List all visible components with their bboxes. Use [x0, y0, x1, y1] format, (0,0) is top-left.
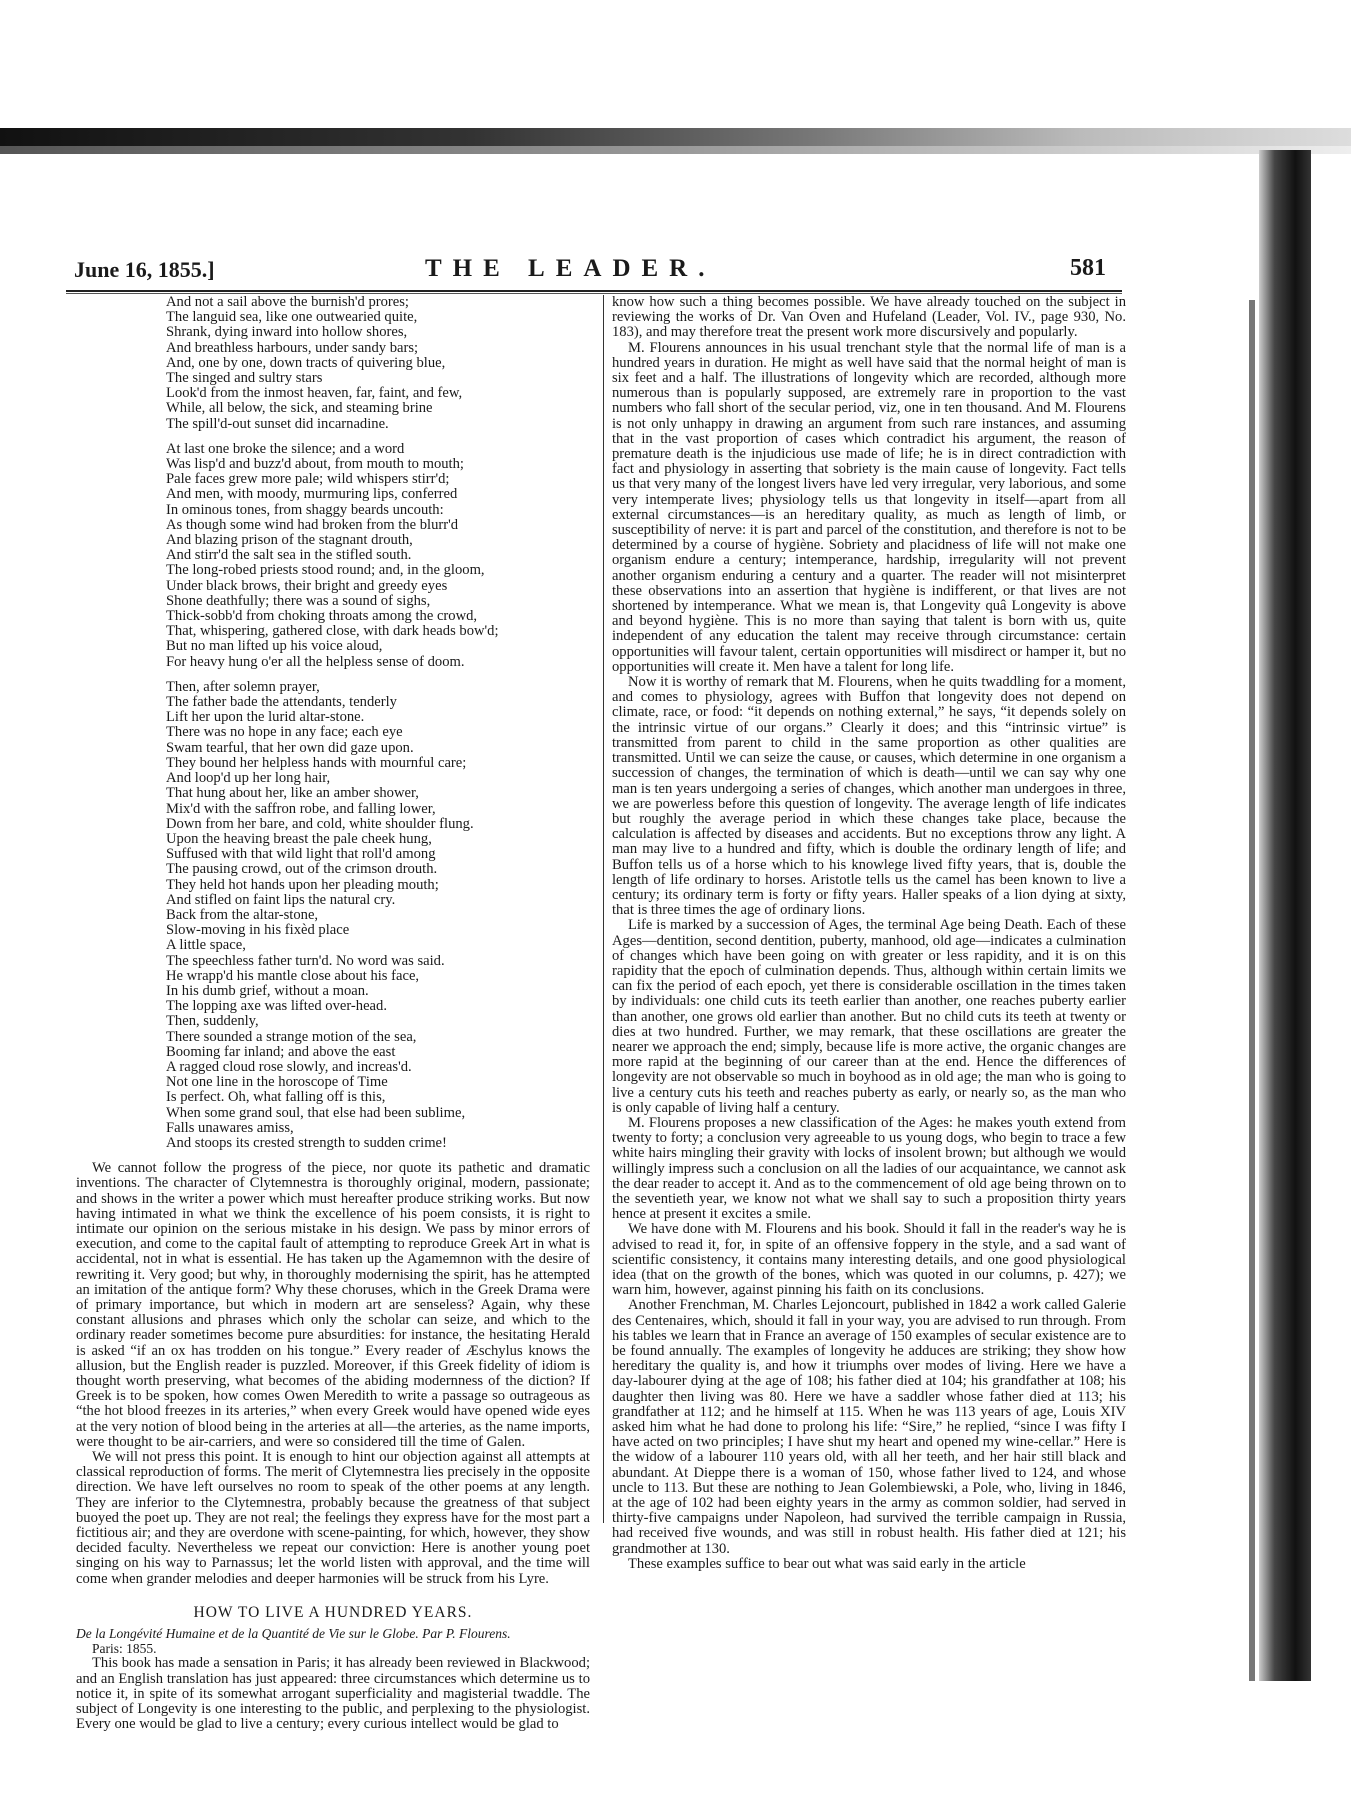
poem-line: Not one line in the horoscope of Time: [166, 1074, 388, 1091]
poem-line: Is perfect. Oh, what falling off is this,: [166, 1089, 386, 1106]
poem-line: Booming far inland; and above the east: [166, 1043, 396, 1060]
article-title: HOW TO LIVE A HUNDRED YEARS.: [193, 1603, 473, 1621]
poem-line: A little space,: [166, 937, 246, 954]
poem-line: Upon the heaving breast the pale cheek hung,: [166, 830, 432, 847]
poem-line: Lift her upon the lurid altar-stone.: [166, 709, 365, 726]
poem-stanza: [166, 295, 590, 432]
poem-stanza: [166, 680, 590, 1151]
poem: [166, 295, 590, 1151]
poem-line: They bound her helpless hands with mournful care;: [166, 754, 467, 771]
poem-line: Thick-sobb'd from choking throats among the crowd,: [166, 608, 478, 625]
poem-line: And stirr'd the salt sea in the stifled south.: [166, 547, 412, 564]
page-header: [70, 253, 1118, 287]
poem-line: Mix'd with the saffron robe, and falling lower,: [166, 800, 436, 817]
poem-line: The pausing crowd, out of the crimson drouth.: [166, 861, 438, 878]
poem-line: While, all below, the sick, and steaming brine: [166, 400, 433, 417]
masthead-title: THE LEADER.: [425, 255, 716, 282]
paragraph: Another Frenchman, M. Charles Lejoncourt, published in 1842 a work called Galerie des Centenaires, which, should it fall in your way, you are advised to run through. From his tables we learn that in France an average of 150 examples of secular existence are to be found annually. The examples of longevity he adduces are striking; they show how hereditary the quality is, and how it triumphs over modes of living. Here we have a day-labourer dying at the age of 108; his father died at 104; his grandfather at 108; his daughter then living was 80. Here we have a saddler whose father died at 113; his grandfather at 112; and he himself at 115. When he was 113 years of age, Louis XIV asked him what he had done to prolong his life: “Sire,” he replied, “since I was fifty I have acted on two principles; I have shut my heart and opened my wine-cellar.” Here is the widow of a labourer 110 years old, with all her teeth, and her hair still black and abundant. At Dieppe there is a woman of 150, whose father lived to 124, and whose uncle to 113. But these are nothing to Jean Golembiewski, a Pole, who, living in 1846, at the age of 102 had been eighty years in the army as common soldier, had served in thirty-five campaigns under Napoleon, had survived the terrible campaign in Russia, had received five wounds, and was still in robust health. His father died at 121; his grandmother at 130.: [612, 1297, 1126, 1557]
paragraph: These examples suffice to bear out what was said early in the article: [628, 1555, 1026, 1572]
poem-line: Was lisp'd and buzz'd about, from mouth to mouth;: [166, 456, 464, 473]
poem-line: Suffused with that wild light that roll'd among: [166, 846, 436, 863]
poem-line: And stoops its crested strength to sudden crime!: [166, 1134, 447, 1151]
paragraph: We cannot follow the progress of the piece, nor quote its pathetic and dramatic inventions. The character of Clytemnestra is thoroughly original, modern, passionate; and shows in the writer a power which must hereafter produce striking works. But now having intimated in what we think the excellence of his poem consists, it is right to intimate our opinion on the serious mistake in his design. We pass by minor errors of execution, and come to the capital fault of attempting to reproduce Greek Art in what is accidental, not in what is essential. He has taken up the Agamemnon with the desire of rewriting it. Very good; but why, in thoroughly modernising the spirit, has he attempted an imitation of the antique form? Why these choruses, which in the Greek Drama were of primary importance, but which in modern art are senseless? Again, why these constant allusions and phrases which only the scholar can seize, and which to the ordinary reader sometimes become pure absurdities: for instance, the hesitating Herald is asked “if an ox has trodden on his tongue.” Every reader of Æschylus knows the allusion, but the English reader is puzzled. Moreover, if this Greek fidelity of idiom is thought worth preserving, what becomes of the abiding modernness of the diction? If Greek is to be spoken, how comes Owen Meredith to write a passage so outrageous as “the hot blood freezes in its arteries,” when every Greek would have opened wide eyes at the very notion of blood being in the arteries at all—the arteries, as the name imports, were thought to be air-carriers, and were so considered till the time of Galen.: [76, 1160, 590, 1450]
article-meta: [76, 1626, 590, 1732]
poem-line: Down from her bare, and cold, white shoulder flung.: [166, 815, 474, 832]
scan-artifact-right-edge: [1259, 150, 1311, 1681]
poem-line: As though some wind had broken from the blurr'd: [166, 516, 459, 533]
poem-line: When some grand soul, that else had been sublime,: [166, 1104, 466, 1121]
paragraph: We have done with M. Flourens and his book. Should it fall in the reader's way he is advised to read it, for, in spite of an offensive foppery in the style, and a sad want of scientific consistency, it contains many interesting details, and one good physiological idea (that on the growth of the bones, which was quoted in our columns, p. 427); we warn him, however, against pinning his faith on its conclusions.: [612, 1221, 1126, 1299]
poem-line: They held hot hands upon her pleading mouth;: [166, 876, 439, 893]
poem-line: He wrapp'd his mantle close about his face,: [166, 967, 420, 984]
article-intro: This book has made a sensation in Paris; it has already been reviewed in Blackwood; and an English translation has just appeared: three circumstances which determine us to notice it, in spite of its somewhat arrogant superficiality and magisterial twaddle. The subject of Longevity is one interesting to the public, and perplexing to the physiologist. Every one would be glad to live a century; every curious intellect would be glad to: [76, 1655, 590, 1733]
poem-line: And not a sail above the burnish'd prores;: [166, 294, 409, 310]
poem-line: And blazing prison of the stagnant drouth,: [166, 532, 413, 549]
left-column: [76, 295, 590, 1732]
poem-line: There sounded a strange motion of the sea,: [166, 1028, 417, 1045]
poem-line: The father bade the attendants, tenderly: [166, 694, 397, 711]
paragraph: We will not press this point. It is enough to hint our objection against all attempts at classical reproduction of forms. The merit of Clytemnestra lies precisely in the opposite direction. We have left ourselves no room to speak of the other poems at any length. They are inferior to the Clytemnestra, probably because the greatness of that subject buoyed the poet up. They are not real; the feelings they express have for the most part a fictitious air; and they are overdone with scene-painting, for which, however, they show decided faculty. Nevertheless we repeat our conviction: Here is another young poet singing on his way to Parnassus; let the world listen with approval, and the time will come when grander melodies and deeper harmonies will be struck from his Lyre.: [76, 1449, 590, 1587]
paragraph: Life is marked by a succession of Ages, the terminal Age being Death. Each of these Ages—dentition, second dentition, puberty, manhood, old age—indicates a culmination of changes which have been going on with greater or less rapidity, and it is on this rapidity that the epoch of culmination depends. Thus, although within certain limits we can fix the period of each epoch, yet there is considerable oscillation in the times taken by individuals: one child cuts its teeth earlier than another, one reaches puberty earlier than another, one grows old earlier than another. But no child cuts its teeth at twenty or dies at two hundred. Further, we may remark, that these oscillations are greater the nearer we approach the end; simply, because life is more active, the organic changes are more rapid at the beginning of our career than at the end. Hence the differences of longevity are not observable so much in boyhood as in old age; the man who is going to live a century cuts his teeth and reaches puberty as early, or nearly so, as the man who is only capable of living half a century.: [612, 917, 1126, 1116]
scan-artifact-top: [0, 128, 1351, 146]
poem-line: Swam tearful, that her own did gaze upon.: [166, 739, 414, 756]
paragraph: M. Flourens proposes a new classification of the Ages: he makes youth extend from twenty to forty; a conclusion very agreeable to us young dogs, who begin to trace a few white hairs mingling their gravity with locks of insolent brown; but although we would willingly impress such a conclusion on all the ladies of our acquaintance, we cannot ask the dear reader to accept it. And as to the commencement of old age being thrown on to the seventieth year, we know not what we shall say to such a proposition thirty years hence at present it excites a smile.: [612, 1114, 1126, 1223]
poem-line: And, one by one, down tracts of quivering blue,: [166, 354, 446, 371]
scan-artifact-right-line: [1249, 300, 1255, 1681]
poem-line: The lopping axe was lifted over-head.: [166, 998, 387, 1015]
paragraph: M. Flourens announces in his usual trenchant style that the normal life of man is a hundred years in duration. He might as well have said that the normal height of man is six feet and a half. The illustrations of longevity which are recorded, although more numerous than is popularly supposed, are extremely rare in proportion to the vast numbers who fall short of the secular period, viz, one in ten thousand. And M. Flourens is not only unhappy in drawing an argument from such rare instances, and assuming that in the vast proportion of cases which contradict his argument, the reason of premature death is the injudicious use made of life; he is in direct contradiction with fact and physiology in asserting that sobriety is the main cause of longevity. Fact tells us that very many of the longest livers have led very irregular, very laborious, and some very intemperate lives; physiology tells us that longevity in itself—apart from all external circumstances—is an hereditary quality, as much as length of limb, or susceptibility of nerve: it is part and parcel of the constitution, and therefore is not to be determined by a course of hygiène. Sobriety and placidness of life will not make one organism endure a century; intemperance, hardship, irregularity will not prevent another organism enduring a century and a quarter. The reader will not misinterpret these observations into an assertion that hygiène is indifferent, or that lives are not shortened by intemperance. What we mean is, that Longevity quâ Longevity is above and beyond hygiène. This is no more than saying that talent is born with us, quite independent of any education the talent may receive through circumstance: certain opportunities will favour talent, certain opportunities will misdirect or hamper it, but no opportunities will create it. Men have a talent for long life.: [612, 339, 1126, 675]
poem-line: And breathless harbours, under sandy bars;: [166, 339, 419, 356]
poem-line: The spill'd-out sunset did incarnadine.: [166, 415, 389, 432]
poem-line: Pale faces grew more pale; wild whispers stirr'd;: [166, 471, 450, 488]
poem-line: Shone deathfully; there was a sound of sighs,: [166, 592, 431, 609]
poem-line: Falls unawares amiss,: [166, 1119, 294, 1136]
poem-line: Look'd from the inmost heaven, far, faint, and few,: [166, 385, 463, 402]
poem-line: There was no hope in any face; each eye: [166, 724, 403, 741]
poem-line: Slow-moving in his fixèd place: [166, 922, 350, 939]
left-prose: [76, 1161, 590, 1587]
paragraph: know how such a thing becomes possible. We have already touched on the subject in reviewing the works of Dr. Van Oven and Hufeland (Leader, Vol. IV., page 930, No. 183), and may therefore treat the present work more discursively and popularly.: [612, 294, 1126, 341]
poem-line: At last one broke the silence; and a word: [166, 440, 405, 457]
poem-line: And stifled on faint lips the natural cry.: [166, 891, 396, 908]
poem-line: That, whispering, gathered close, with dark heads bow'd;: [166, 623, 499, 640]
poem-line: Then, suddenly,: [166, 1013, 259, 1030]
page-number: 581: [1070, 255, 1106, 281]
poem-line: Shrank, dying inward into hollow shores,: [166, 324, 408, 341]
poem-line: In his dumb grief, without a moan.: [166, 982, 369, 999]
poem-line: But no man lifted up his voice aloud,: [166, 638, 383, 655]
poem-line: Back from the altar-stone,: [166, 906, 319, 923]
poem-line: And loop'd up her long hair,: [166, 770, 331, 787]
article-imprint: Paris: 1855.: [92, 1641, 157, 1657]
right-column: [612, 295, 1126, 1572]
poem-line: A ragged cloud rose slowly, and increas'd.: [166, 1058, 412, 1075]
poem-line: The long-robed priests stood round; and, in the gloom,: [166, 562, 485, 579]
poem-line: For heavy hung o'er all the helpless sense of doom.: [166, 653, 465, 670]
paragraph: Now it is worthy of remark that M. Flourens, when he quits twaddling for a moment, and comes to physiology, agrees with Buffon that longevity does not depend on climate, race, or food: “it depends on nothing external,” he says, “it depends solely on the intrinsic virtue of our organs.” Clearly it does; and this “intrinsic virtue” is transmitted from parent to child in the same proportion as other qualities are transmitted. Until we can seize the cause, or causes, which determine in one organism a succession of changes, the termination of which is death—until we can say why one man is ten years undergoing a series of changes, which another man undergoes in three, we are powerless before this question of longevity. The average length of life indicates but roughly the average period in which these changes take place, because the calculation is affected by diseases and accidents. But no exceptions throw any light. A man may live to a hundred and fifty, which is double the ordinary length of life; and Buffon tells us of a horse which to his knowlege lived fifty years, that is, double the length of life ordinary to horses. Aristotle tells us the camel has been known to live a century; its ordinary term is forty or fifty years. Haller speaks of a lion dying at sixty, that is three times the age of ordinary lions.: [612, 674, 1126, 919]
right-prose: [612, 295, 1126, 1572]
scan-artifact-top-thin: [0, 146, 1351, 154]
poem-line: Under black brows, their bright and greedy eyes: [166, 577, 448, 594]
column-divider: [603, 295, 604, 1523]
poem-line: The languid sea, like one outwearied quite,: [166, 309, 418, 326]
header-rule: [66, 290, 1122, 292]
issue-date: June 16, 1855.]: [74, 257, 215, 282]
poem-line: Then, after solemn prayer,: [166, 678, 320, 695]
article-subtitle: De la Longévité Humaine et de la Quantité de Vie sur le Globe. Par P. Flourens.: [76, 1626, 511, 1642]
poem-line: The speechless father turn'd. No word was said.: [166, 952, 445, 969]
poem-line: The singed and sultry stars: [166, 370, 323, 387]
poem-line: And men, with moody, murmuring lips, conferred: [166, 486, 458, 503]
poem-line: That hung about her, like an amber shower,: [166, 785, 419, 802]
poem-stanza: [166, 442, 590, 670]
poem-line: In ominous tones, from shaggy beards uncouth:: [166, 501, 444, 518]
